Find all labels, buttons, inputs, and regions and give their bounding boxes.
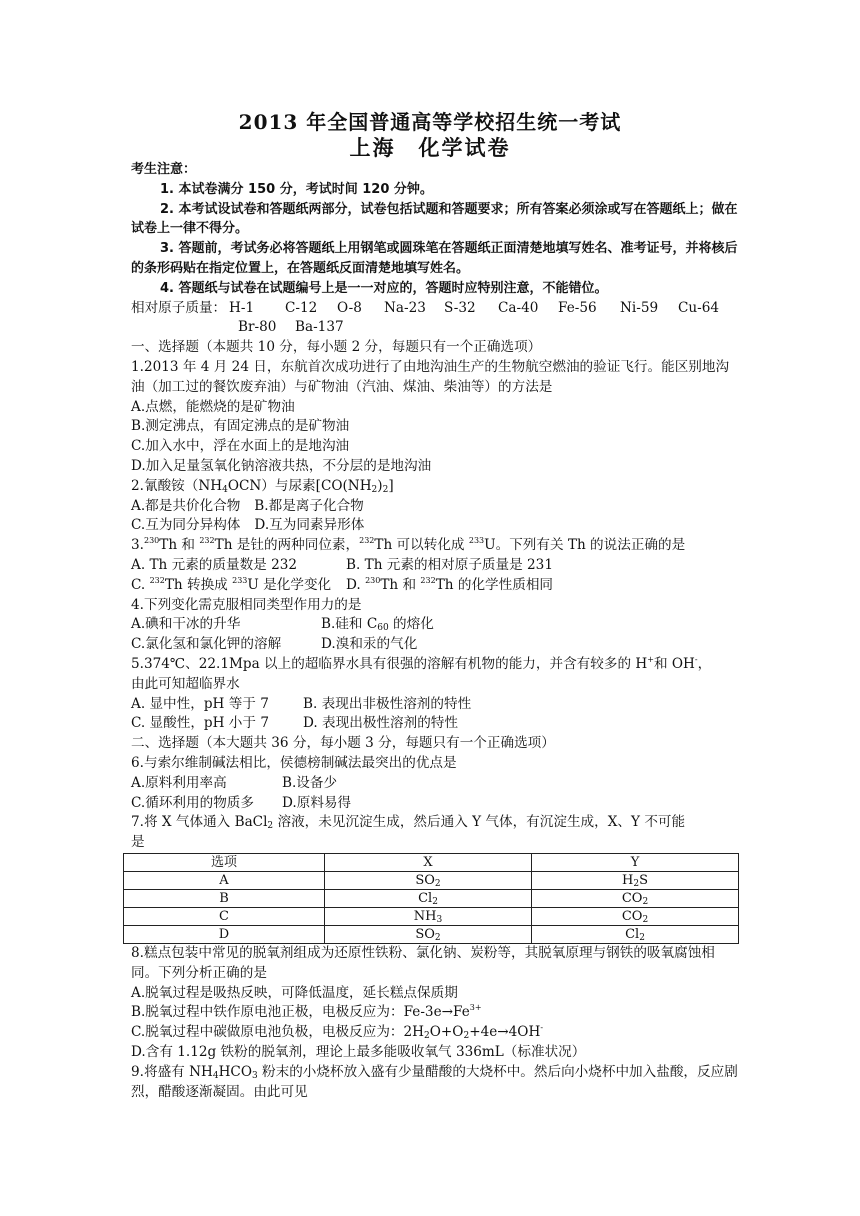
exam-title: 2013 年全国普通高等学校招生统一考试: [238, 110, 622, 134]
question-4-option-a: A.碘和干冰的升华: [131, 616, 241, 633]
question-3-option-b: B. Th 元素的相对原子质量是 231: [346, 556, 553, 573]
question-6-stem: 6.与索尔维制碱法相比，侯德榜制碱法最突出的优点是: [131, 754, 457, 771]
question-5-stem-cont: 由此可知超临界水: [131, 675, 240, 692]
question-8-option-a: A.脱氧过程是吸热反映，可降低温度，延长糕点保质期: [131, 984, 458, 1001]
notice-item-2: 2. 本考试设试卷和答题纸两部分，试卷包括试题和答题要求；所有答案必须涂或写在答题纸上；做在试卷上一律不得分。: [131, 201, 738, 237]
table-cell: $SO_2$: [325, 926, 532, 944]
atomic-masses-label: 相对原子质量：: [131, 299, 227, 316]
question-7-table-wrap: [123, 851, 739, 946]
table-cell: A: [124, 872, 325, 890]
question-3-options-cd: [131, 576, 741, 596]
atomic-mass: Ni-59: [620, 299, 659, 316]
exam-content: [131, 160, 741, 853]
atomic-masses-row-1: [131, 299, 741, 319]
question-3-options-ab: [131, 556, 741, 576]
atomic-mass: H-1: [229, 299, 255, 316]
question-1-option-b: B.测定沸点，有固定沸点的是矿物油: [131, 418, 350, 435]
atomic-mass: Ca-40: [498, 299, 539, 316]
table-header-cell: X: [325, 854, 532, 872]
question-2-option-c: C.互为同分异构体: [131, 517, 241, 534]
table-header-row: [124, 854, 739, 872]
notice-item-4: 4. 答题纸与试卷在试题编号上是一一对应的，答题时应特别注意，不能错位。: [160, 280, 608, 296]
atomic-mass: Br-80: [238, 319, 277, 336]
atomic-mass: Na-23: [384, 299, 426, 316]
atomic-mass: O-8: [337, 299, 362, 316]
question-1-option-a: A.点燃，能燃烧的是矿物油: [131, 398, 295, 415]
exam-content-lower: [131, 944, 741, 1102]
table-header-cell: 选项: [124, 854, 325, 872]
atomic-mass: S-32: [444, 299, 476, 316]
question-5-option-b: B. 表现出非极性溶剂的特性: [303, 695, 472, 712]
notice-item-3: 3. 答题前，考试务必将答题纸上用钢笔或圆珠笔在答题纸正面清楚地填写姓名、准考证号，并将核后的条形码贴在指定位置上，在答题纸反面清楚地填写姓名。: [131, 241, 738, 276]
question-6-options-ab: [131, 774, 741, 794]
question-6-option-a: A.原料利用率高: [131, 774, 227, 791]
table-row: [124, 926, 739, 944]
notice-item-1: 1. 本试卷满分 150 分，考试时间 120 分钟。: [160, 181, 433, 197]
question-2-option-b: B.都是离子化合物: [254, 497, 364, 514]
question-1-option-c: C.加入水中，浮在水面上的是地沟油: [131, 438, 350, 455]
question-5-option-a: A. 显中性，pH 等于 7: [131, 695, 269, 712]
question-4-options-cd: [131, 635, 741, 655]
question-1-stem: 1.2013 年 4 月 24 日，东航首次成功进行了由地沟油生产的生物航空燃油的验证飞行。能区别地沟油（加工过的餐饮废弃油）与矿物油（汽油、煤油、柴油等）的方法是: [131, 358, 730, 395]
atomic-mass: C-12: [285, 299, 318, 316]
table-cell: C: [124, 908, 325, 926]
section-2-heading: 二、选择题（本大题共 36 分，每小题 3 分，每题只有一个正确选项）: [131, 735, 555, 752]
question-3-stem: 3.$^{230}$Th 和 $^{232}$Th 是钍的两种同位素，$^{232}$Th 可以转化成 $^{233}$U。下列有关 Th 的说法正确的是: [131, 536, 686, 554]
question-8-option-b: B.脱氧过程中铁作原电池正极，电极反应为：$Fe-3e\to Fe^{3+}$: [131, 1003, 482, 1021]
question-4-option-c: C.氯化氢和氯化钾的溶解: [131, 636, 282, 653]
question-6-option-d: D.原料易得: [282, 794, 352, 811]
question-3-option-d: D. $^{230}$Th 和 $^{232}$Th 的化学性质相同: [346, 575, 554, 593]
table-cell: $Cl_2$: [325, 890, 532, 908]
section-1-heading: 一、选择题（本题共 10 分，每小题 2 分，每题只有一个正确选项）: [131, 339, 542, 356]
question-4-option-b: B.硅和 $C_{60}$ 的熔化: [321, 616, 434, 634]
question-5-options-ab: [131, 695, 741, 715]
question-8-stem: 8.糕点包装中常见的脱氧剂组成为还原性铁粉、氯化钠、炭粉等，其脱氧原理与钢铁的吸氧腐蚀相同。下列分析正确的是: [131, 945, 715, 981]
table-cell: $SO_2$: [325, 872, 532, 890]
exam-subtitle: 上海 化学试卷: [349, 135, 511, 160]
question-4-options-ab: [131, 615, 741, 635]
question-5-stem: 5.374℃、22.1Mpa 以上的超临界水具有很强的溶解有机物的能力，并含有较多的 H+和 OH-，: [131, 654, 712, 672]
table-cell: $H_2S$: [532, 872, 739, 890]
question-6-options-cd: [131, 794, 741, 814]
question-9-stem: 9.将盛有 $NH_4HCO_3$ 粉末的小烧杯放入盛有少量醋酸的大烧杯中。然后向小烧杯中加入盐酸，反应剧烈，醋酸逐渐凝固。由此可见: [131, 1063, 738, 1100]
atomic-masses-row-2: [131, 318, 741, 338]
question-8-option-d: D.含有 1.12g 铁粉的脱氧剂，理论上最多能吸收氧气 336mL（标准状况）: [131, 1043, 586, 1060]
table-cell: D: [124, 926, 325, 944]
question-4-option-d: D.溴和汞的气化: [321, 636, 418, 653]
question-7-stem-cont: 是: [131, 834, 145, 851]
question-2-option-a: A.都是共价化合物: [131, 497, 241, 514]
table-row: [124, 872, 739, 890]
atomic-mass: Fe-56: [558, 299, 597, 316]
table-cell: B: [124, 890, 325, 908]
question-3-option-a: A. Th 元素的质量数是 232: [131, 556, 298, 573]
atomic-mass: Cu-64: [678, 299, 720, 316]
question-5-option-d: D. 表现出极性溶剂的特性: [303, 715, 458, 732]
question-5-option-c: C. 显酸性，pH 小于 7: [131, 715, 269, 732]
question-2-stem: 2.氰酸铵$(NH_4OCN)$与尿素$[CO(NH_2)_2]$: [131, 477, 394, 495]
table-header-cell: Y: [532, 854, 739, 872]
question-6-option-b: B.设备少: [282, 774, 338, 791]
question-2-options-cd: [131, 516, 741, 536]
question-5-options-cd: [131, 714, 741, 734]
question-7-table: [123, 853, 739, 944]
table-row: [124, 908, 739, 926]
table-row: [124, 890, 739, 908]
atomic-mass: Ba-137: [295, 319, 344, 336]
question-2-options-ab: [131, 497, 741, 517]
table-cell: $Cl_2$: [532, 926, 739, 944]
table-cell: $NH_3$: [325, 908, 532, 926]
question-6-option-c: C.循环利用的物质多: [131, 794, 254, 811]
question-4-stem: 4.下列变化需克服相同类型作用力的是: [131, 596, 362, 613]
question-3-option-c: C. $^{232}$Th 转换成 $^{233}$U 是化学变化: [131, 575, 332, 593]
notice-heading: 考生注意：: [131, 162, 197, 177]
question-7-stem: 7.将 X 气体通入 BaCl$_2$ 溶液，未见沉淀生成，然后通入 Y 气体，有沉淀生成，X、Y 不可能: [131, 814, 686, 832]
question-1-option-d: D.加入足量氢氧化钠溶液共热，不分层的是地沟油: [131, 457, 432, 474]
question-8-option-c: C.脱氧过程中碳做原电池负极，电极反应为：$2H_2O+O_2+4e\to 4OH^-$: [131, 1023, 544, 1042]
table-cell: $CO_2$: [532, 908, 739, 926]
question-2-option-d: D.互为同素异形体: [254, 517, 365, 534]
table-cell: $CO_2$: [532, 890, 739, 908]
